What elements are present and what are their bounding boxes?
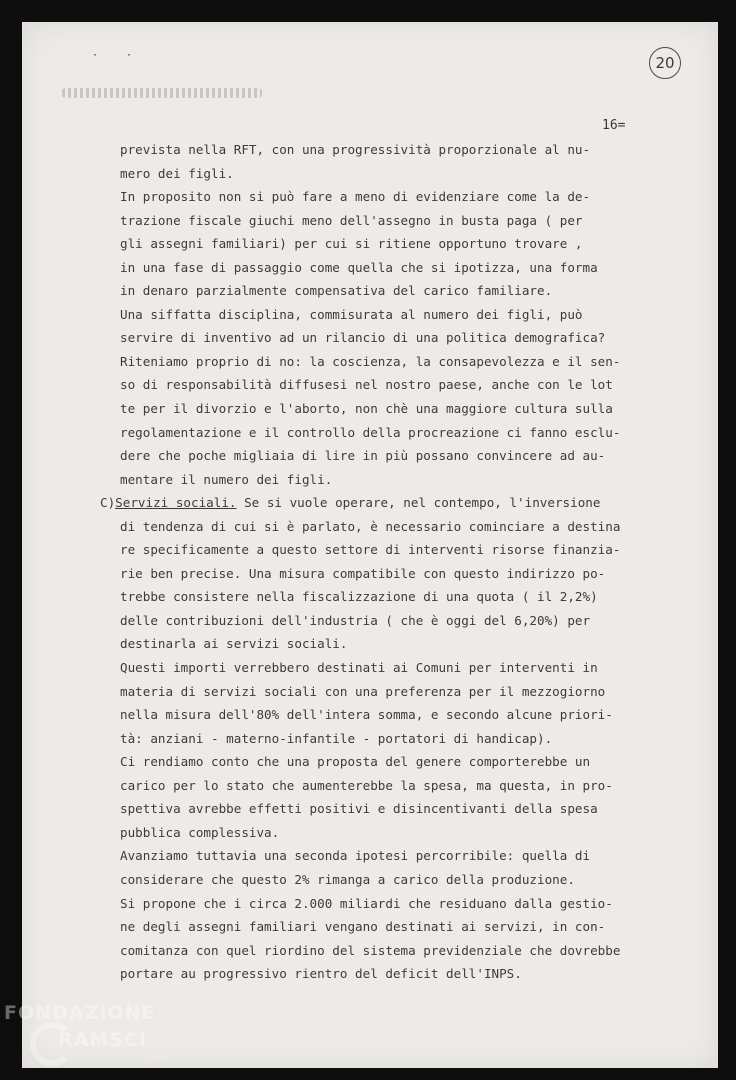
- text-line: Avanziamo tuttavia una seconda ipotesi percorribile: quella di: [120, 848, 591, 864]
- text-line: In proposito non si può fare a meno di evidenziare come la de-: [120, 189, 591, 205]
- text-line: pubblica complessiva.: [120, 824, 280, 840]
- section-label: C): [100, 495, 116, 511]
- text-line: di tendenza di cui si è parlato, è necessario cominciare a destina: [120, 518, 621, 534]
- typed-text: [100, 138, 690, 986]
- text-line: servire di inventivo ad un rilancio di una politica demografica?: [120, 330, 606, 346]
- text-line: prevista nella RFT, con una progressività proporzionale al nu-: [120, 142, 591, 157]
- text-line: comitanza con quel riordino del sistema previdenziale che dovrebbe: [120, 942, 621, 958]
- text-line: in una fase di passaggio come quella che si ipotizza, una forma: [120, 259, 598, 275]
- text-line: spettiva avrebbe effetti positivi e disincentivanti della spesa: [120, 801, 598, 817]
- text-line: mentare il numero dei figli.: [120, 471, 333, 487]
- text-line: Si propone che i circa 2.000 miliardi che residuano dalla gestio-: [120, 895, 613, 911]
- text-line: rie ben precise. Una misura compatibile con questo indirizzo po-: [120, 565, 606, 581]
- text-line: mero dei figli.: [120, 165, 234, 181]
- text-line: in denaro parzialmente compensativa del carico familiare.: [120, 283, 553, 299]
- text-line: ne degli assegni familiari vengano destinati ai servizi, in con-: [120, 919, 606, 935]
- faint-stamp: [62, 88, 262, 98]
- text-line: gli assegni familiari) per cui si ritiene opportuno trovare ,: [120, 236, 583, 252]
- text-line: te per il divorzio e l'aborto, non chè una maggiore cultura sulla: [120, 401, 613, 417]
- text-line: delle contribuzioni dell'industria ( che è oggi del 6,20%) per: [120, 612, 591, 628]
- text-line: considerare che questo 2% rimanga a carico della produzione.: [120, 871, 575, 887]
- text-line: nella misura dell'80% dell'intera somma, e secondo alcune priori-: [120, 707, 613, 723]
- text-line: re specificamente a questo settore di interventi risorse finanzia-: [120, 542, 621, 558]
- text-line: destinarla ai servizi sociali.: [120, 636, 348, 652]
- text-line: tà: anziani - materno-infantile - portatori di handicap).: [120, 730, 553, 746]
- section-first-line-text: Se si vuole operare, nel contempo, l'inversione: [236, 495, 601, 511]
- text-line: Una siffatta disciplina, commisurata al numero dei figli, può: [120, 306, 583, 322]
- watermark-line2: RAMSCI: [58, 1029, 147, 1051]
- page-number: 16=: [602, 118, 626, 133]
- text-line: materia di servizi sociali con una preferenza per il mezzogiorno: [120, 683, 606, 699]
- section-heading: Servizi sociali.: [115, 495, 237, 511]
- punch-marks: ··: [92, 50, 161, 61]
- text-line: carico per lo stato che aumenterebbe la spesa, ma questa, in pro-: [120, 777, 613, 793]
- text-line: portare au progressivo rientro del deficit dell'INPS.: [120, 966, 522, 982]
- section-c-first-line: [100, 491, 690, 515]
- text-line: regolamentazione e il controllo della procreazione ci fanno esclu-: [120, 424, 621, 440]
- fondazione-gramsci-watermark: [4, 1000, 184, 1080]
- archive-number: 20: [649, 47, 681, 79]
- document-page: [22, 22, 718, 1068]
- text-line: dere che poche migliaia di lire in più possano convincere ad au-: [120, 448, 606, 464]
- text-line: so di responsabilità diffusesi nel nostro paese, anche con le lot: [120, 377, 613, 393]
- text-line: trebbe consistere nella fiscalizzazione di una quota ( il 2,2%): [120, 589, 598, 605]
- watermark-line1: FONDAZIONE: [4, 1002, 156, 1024]
- text-line: Questi importi verrebbero destinati ai Comuni per interventi in: [120, 660, 598, 676]
- text-line: Riteniamo proprio di no: la coscienza, la consapevolezza e il sen-: [120, 353, 621, 369]
- text-line: Ci rendiamo conto che una proposta del genere comporterebbe un: [120, 754, 591, 770]
- text-line: trazione fiscale giuchi meno dell'assegno in busta paga ( per: [120, 212, 583, 228]
- watermark-line3: onlus: [146, 1053, 171, 1063]
